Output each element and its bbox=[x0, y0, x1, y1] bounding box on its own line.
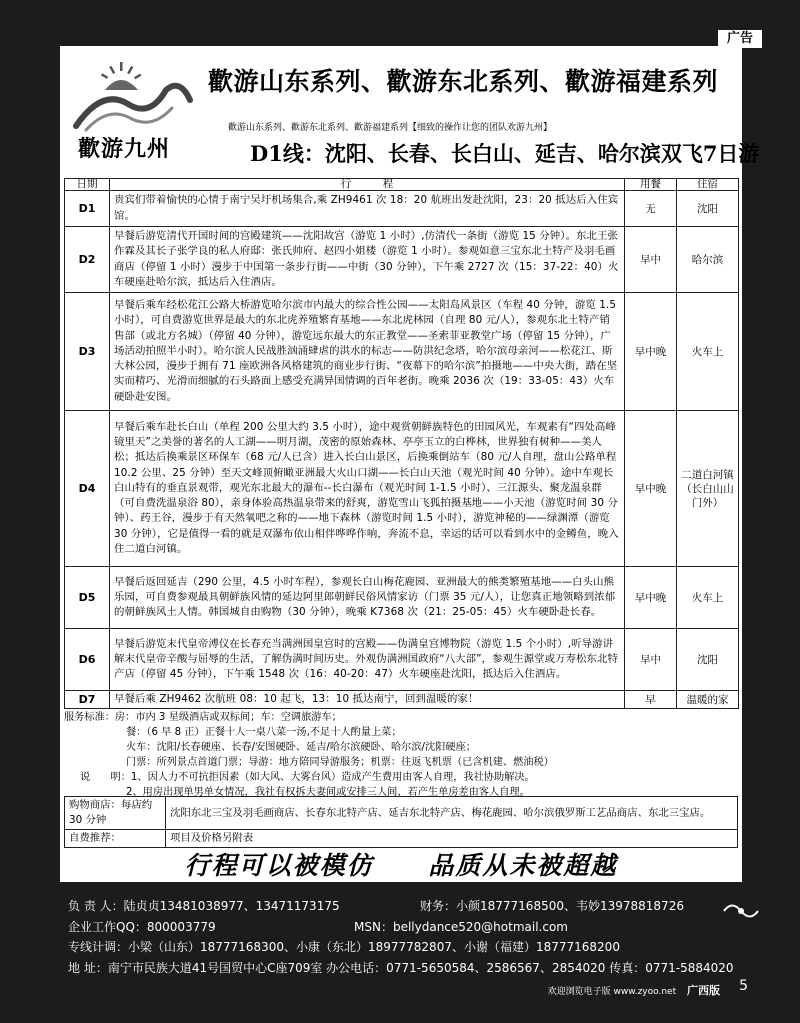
meal-cell: 早中 bbox=[625, 227, 677, 293]
table-row-d3 bbox=[65, 293, 739, 411]
table-row-d5 bbox=[65, 567, 739, 629]
itinerary-cell: 早餐后乘车赴长白山（单程 200 公里大约 3.5 小时），途中观赏朝鲜族特色的田园风光，车观素有“四处高峰镜里天”之美誉的著名的人工湖——明月湖，茂密的原始森林、亭亭玉立的白桦林，世界独有树种——美人松；抵达后换乘景区环保车（68 元/人已含）进入长白山景区，后换乘倒站车（80 元/人自理，盘山公路单程 10.2 公里、25 分钟）至天文峰顶俯瞰亚洲最大火山口湖——长白山天池（观光时间 40 分钟）。途中车观长白山特有的垂直景观带，观光东北最大的瀑布--长白瀑布（观光时间 1-1.5 小时）、三江源头、聚龙温泉群（可自费洗温泉浴 80），亲身体验高热温泉带来的舒爽，游览雪山飞狐拍摄基地——小天池（游览时间 30 分钟）、药王谷，漫步于有天然氧吧之称的——地下森林（游览时间 1.5 小时），游览神秘的——绿渊潭（游览 30 分钟），它是值得一看的就是双瀑布依山相伴哗哗作响，奔流不息，幸运的话可以看到水中的金鳟鱼，晚入住二道白河镇。 bbox=[110, 411, 625, 567]
service-line: 服务标准：房：市内 3 星级酒店或双标间；车：空调旅游车； bbox=[64, 712, 342, 723]
meal-cell: 早 bbox=[625, 691, 677, 709]
self-pay-value: 项目及价格另附表 bbox=[166, 830, 738, 848]
day-cell: D3 bbox=[65, 293, 110, 411]
finance-contact: 财务：小颜18777168500、韦妙13978818726 bbox=[420, 899, 684, 913]
meal-cell: 早中晚 bbox=[625, 411, 677, 567]
meal-cell: 早中晚 bbox=[625, 293, 677, 411]
footer-text: 欢迎浏览电子版 www.zyoo.net bbox=[547, 987, 677, 997]
meal-cell: 早中晚 bbox=[625, 567, 677, 629]
col-header-stay: 住宿 bbox=[677, 179, 739, 191]
itinerary-cell: 早餐后游览末代皇帝溥仪在长春充当满洲国皇宫时的宫殿——伪满皇宫博物院（游览 1.5 个小时）,听导游讲解末代皇帝辛酸与屈辱的生活，了解伪满时间历史。外观伪满洲国政府“八大部”，参观生源堂或万寿松东北特产店（停留 45 分钟），下午乘 1548 次（16：40-20：47）火车硬座赴沈阳，抵达后入住酒店。 bbox=[110, 629, 625, 691]
table-header-row bbox=[65, 179, 739, 191]
day-cell: D1 bbox=[65, 191, 110, 227]
col-header-meal: 用餐 bbox=[625, 179, 677, 191]
footer-brand: 广西版 bbox=[687, 984, 720, 997]
day-cell: D6 bbox=[65, 629, 110, 691]
col-header-itinerary: 行 程 bbox=[110, 179, 625, 191]
manager-contact: 负 责 人：陆贞贞13481038977、13471173175 bbox=[68, 899, 340, 913]
contact-row bbox=[68, 958, 748, 979]
col-header-date: 日期 bbox=[65, 179, 110, 191]
day-cell: D4 bbox=[65, 411, 110, 567]
footer bbox=[548, 982, 720, 998]
meal-cell: 早中 bbox=[625, 629, 677, 691]
shop-label: 购物商店：每店约 30 分钟 bbox=[65, 797, 166, 830]
itinerary-cell: 贵宾们带着愉快的心情于南宁吴圩机场集合,乘 ZH9461 次 18：20 航班出发赴沈阳，23：20 抵达后入住宾馆。 bbox=[110, 191, 625, 227]
slogan-part: 行程可以被模仿 bbox=[184, 851, 374, 880]
ad-page bbox=[60, 46, 760, 882]
shop-value: 沈阳东北三宝及羽毛画商店、长春东北特产店、延吉东北特产店、梅花鹿园、哈尔滨俄罗斯工艺品商店、东北三宝店。 bbox=[166, 797, 738, 830]
stay-cell: 哈尔滨 bbox=[677, 227, 739, 293]
shop-table bbox=[64, 796, 738, 848]
table-row-d6 bbox=[65, 629, 739, 691]
day-cell: D2 bbox=[65, 227, 110, 293]
header bbox=[60, 46, 760, 178]
service-line: 火车：沈阳/长春硬座、长春/安图硬卧、延吉/哈尔滨硬卧、哈尔滨/沈阳硬座； bbox=[126, 742, 476, 753]
shop-row bbox=[65, 797, 738, 830]
stay-cell: 二道白河镇（长白山山门外） bbox=[677, 411, 739, 567]
stay-cell: 火车上 bbox=[677, 567, 739, 629]
msn-contact: MSN：bellydance520@hotmail.com bbox=[354, 919, 568, 934]
self-pay-label: 自费推荐： bbox=[65, 830, 166, 848]
table-row-d4 bbox=[65, 411, 739, 567]
page-number: 5 bbox=[739, 978, 748, 994]
stay-cell: 沈阳 bbox=[677, 191, 739, 227]
contact-row bbox=[68, 896, 748, 917]
itinerary-cell: 早餐后乘 ZH9462 次航班 08：10 起飞，13：10 抵达南宁，回到温暖的家！ bbox=[110, 691, 625, 709]
service-standards bbox=[64, 710, 738, 800]
ad-tag: 广告 bbox=[718, 30, 762, 48]
service-line: 门票：所列景点首道门票；导游：地方陪同导游服务；机票：往返飞机票（已含机建、燃油税） bbox=[126, 757, 554, 768]
table-row-d1 bbox=[65, 191, 739, 227]
day-cell: D5 bbox=[65, 567, 110, 629]
service-line: 餐：（6 早 8 正）正餐十人一桌八菜一汤,不足十人酌量上菜； bbox=[126, 727, 402, 738]
address-contact: 地 址：南宁市民族大道41号国贸中心C座709室 办公电话：0771-5650584、2586567、2854020 传真：0771-5884020 bbox=[68, 960, 734, 975]
contact-block bbox=[68, 896, 748, 978]
meal-cell: 无 bbox=[625, 191, 677, 227]
stay-cell: 温暖的家 bbox=[677, 691, 739, 709]
logo-text: 歡游九州 bbox=[78, 136, 171, 162]
contact-row bbox=[68, 937, 748, 958]
notice-line: 说 明：1、因人力不可抗拒因素（如大风、大雾台风）造成产生费用由客人自理，我社协助解决。 bbox=[80, 772, 535, 783]
headline: 歡游山东系列、歡游东北系列、歡游福建系列 bbox=[208, 67, 719, 96]
decorative-ornament-icon bbox=[722, 900, 760, 922]
table-row-d7 bbox=[65, 691, 739, 709]
planner-contact: 专线计调：小梁（山东）18777168300、小康（东北）18977782807、小谢（福建）18777168200 bbox=[68, 940, 620, 954]
slogan-part: 品质从未被超越 bbox=[428, 851, 618, 880]
itinerary-cell: 早餐后游览清代开国时间的宫殿建筑——沈阳故宫（游览 1 小时）,仿清代一条街（游览 15 分钟）。东北王张作霖及其长子张学良的私人府邸：张氏帅府、赵四小姐楼（游览 1 小时）。参观如意三宝东北土特产及羽毛画商店（停留 1 小时）漫步于中国第一条步行街——中街（30 分钟），下午乘 2727 次（15：37-22：40）火车硬座赴哈尔滨，抵达后入住酒店。 bbox=[110, 227, 625, 293]
qq-contact: 企业工作QQ：800003779 bbox=[68, 919, 216, 934]
itinerary-table bbox=[64, 178, 739, 709]
route-title: D1线：沈阳、长春、长白山、延吉、哈尔滨双飞7日游 bbox=[250, 141, 760, 166]
itinerary-cell: 早餐后返回延吉（290 公里，4.5 小时车程），参观长白山梅花鹿园、亚洲最大的熊类繁殖基地——白头山熊乐园，可自费参观最具朝鲜族风情的延边阿里郎朝鲜民俗风情家访（门票 35 元/人），让您真正地领略到浓郁的朝鲜族风土人情。韩国城自由购物（30 分钟），晚乘 K7368 次（21：25-05：45）火车硬卧赴长春。 bbox=[110, 567, 625, 629]
contact-row bbox=[68, 917, 748, 938]
itinerary-cell: 早餐后乘车经松花江公路大桥游览哈尔滨市内最大的综合性公园——太阳岛风景区（车程 40 分钟，游览 1.5 小时），可自费游览世界是最大的东北虎养殖繁育基地——东北虎林园（自理 80 元/人），参观东北土特产销售部（或北方名城）（停留 40 分钟），游览远东最大的东正教堂——圣索菲亚教堂广场（停留 15 分钟），广场活动拍照半小时）。哈尔滨人民战胜汹涌肆虐的洪水的标志——防洪纪念塔，哈尔滨母亲河——松花江、斯大林公园，漫步于拥有 71 座欧洲各风格建筑的商业步行街、“夜幕下的哈尔滨”拍摄地——中央大街，踏在坚实而精巧、光滑而细腻的石头路面上感受充满异国情调的百年老街。晚乘 2036 次（19：33-05：43）火车硬卧赴安图。 bbox=[110, 293, 625, 411]
stay-cell: 火车上 bbox=[677, 293, 739, 411]
subline: 歡游山东系列、歡游东北系列、歡游福建系列【细致的操作让您的团队欢游九州】 bbox=[228, 123, 553, 133]
self-pay-row bbox=[65, 830, 738, 848]
table-row-d2 bbox=[65, 227, 739, 293]
day-cell: D7 bbox=[65, 691, 110, 709]
slogan bbox=[60, 846, 742, 882]
stay-cell: 沈阳 bbox=[677, 629, 739, 691]
notice-line: 2、用房出现单男单女情况，我社有权拆夫妻间或安排三人间，若产生单房差由客人自理。 bbox=[126, 787, 530, 798]
